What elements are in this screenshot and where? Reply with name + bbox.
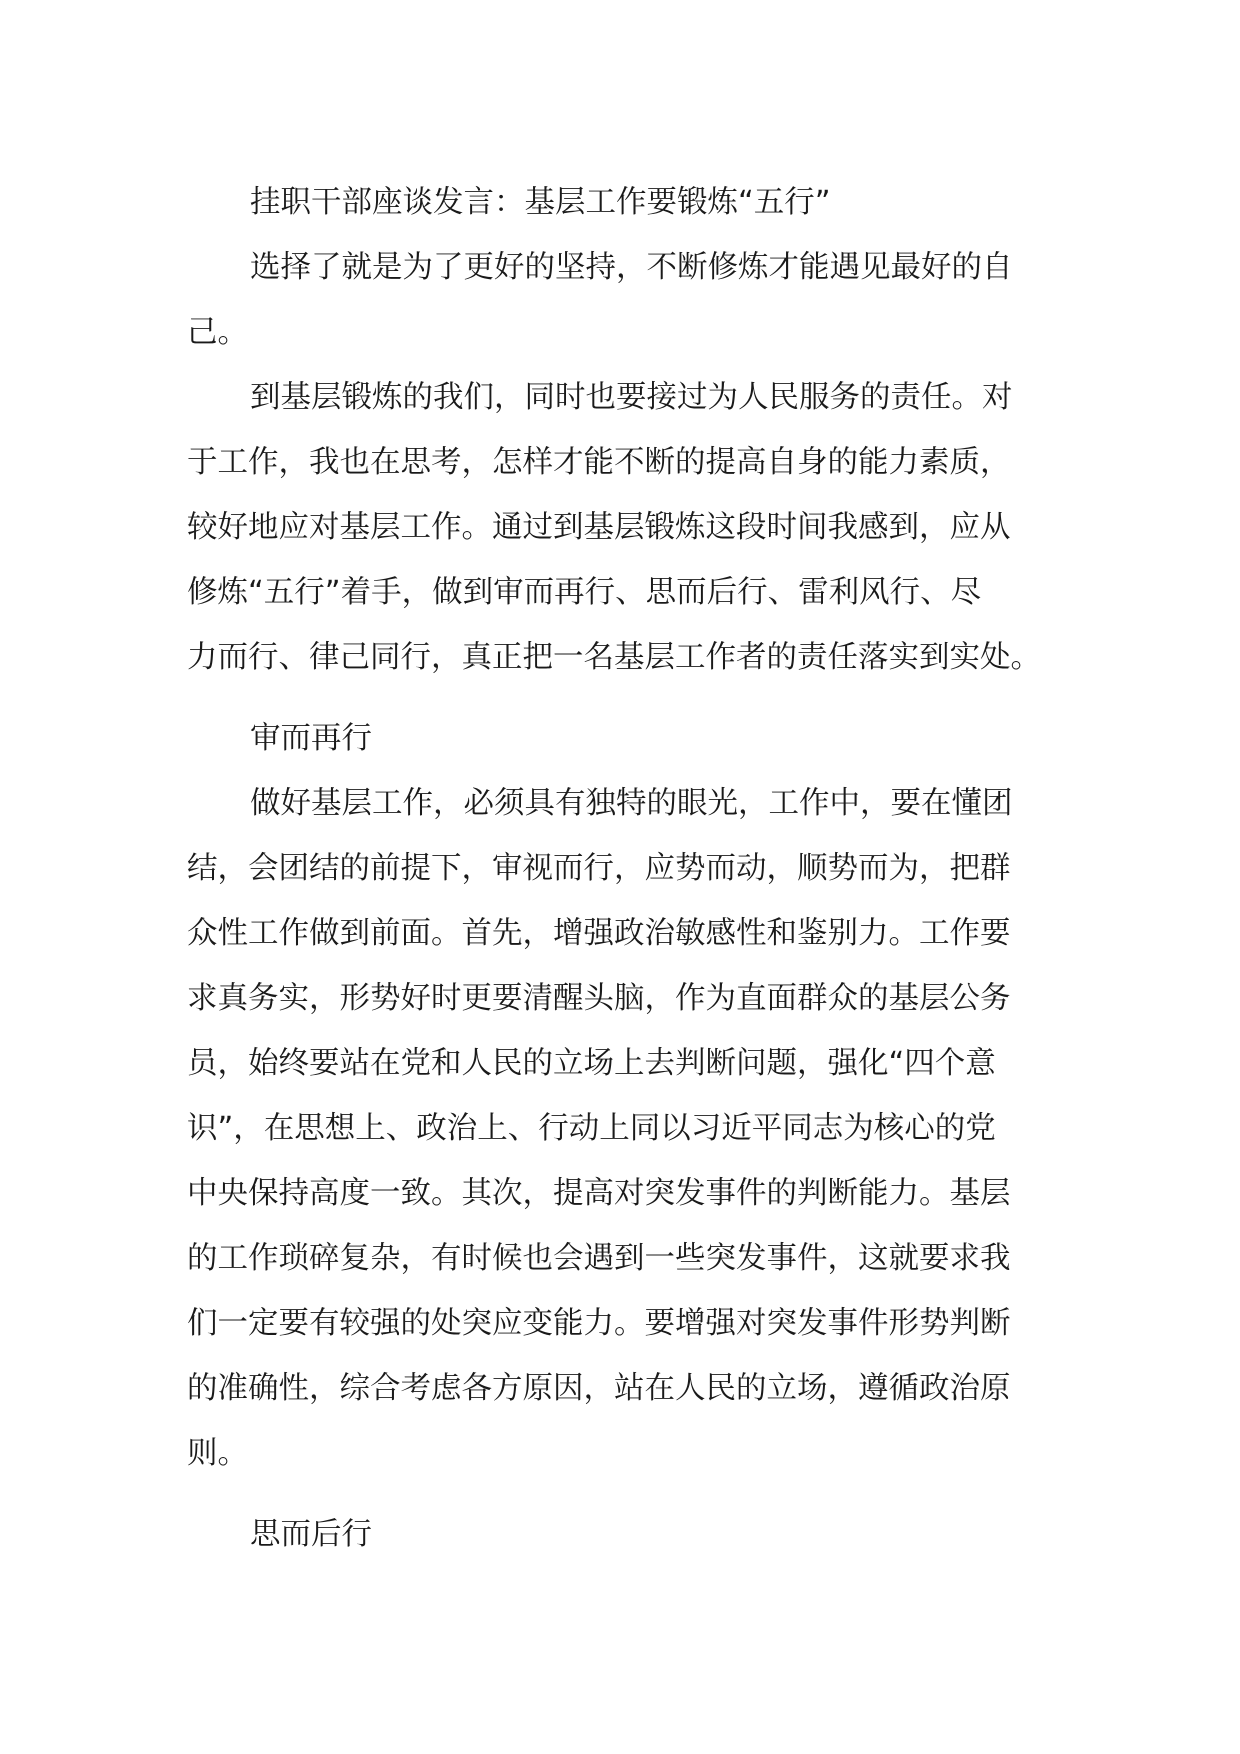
paragraph-line: 的工作琐碎复杂，有时候也会遇到一些突发事件，这就要求我 <box>187 1241 1011 1276</box>
paragraph-intro <box>187 235 1057 365</box>
paragraph-line: 到基层锻炼的我们，同时也要接过为人民服务的责任。对 <box>250 380 1013 415</box>
section-heading: 思而后行 <box>250 1517 372 1552</box>
paragraph-section1 <box>187 771 1057 1486</box>
section-heading: 审而再行 <box>250 721 372 756</box>
paragraph-line: 结，会团结的前提下，审视而行，应势而动，顺势而为，把群 <box>187 851 1011 886</box>
paragraph-line: 选择了就是为了更好的坚持，不断修炼才能遇见最好的自 <box>250 250 1013 285</box>
paragraph-line: 做好基层工作，必须具有独特的眼光，工作中，要在懂团 <box>250 786 1013 821</box>
paragraph-line: 中央保持高度一致。其次，提高对突发事件的判断能力。基层 <box>187 1176 1011 1211</box>
paragraph-line: 较好地应对基层工作。通过到基层锻炼这段时间我感到，应从 <box>187 510 1011 545</box>
paragraph-line: 的准确性，综合考虑各方原因，站在人民的立场，遵循政治原 <box>187 1371 1011 1406</box>
document-title: 挂职干部座谈发言：基层工作要锻炼“五行” <box>250 185 831 220</box>
paragraph-line: 力而行、律己同行，真正把一名基层工作者的责任落实到实处。 <box>187 640 1041 675</box>
paragraph-line: 识”，在思想上、政治上、行动上同以习近平同志为核心的党 <box>187 1111 996 1146</box>
paragraph-line: 们一定要有较强的处突应变能力。要增强对突发事件形势判断 <box>187 1306 1011 1341</box>
paragraph-line: 众性工作做到前面。首先，增强政治敏感性和鉴别力。工作要 <box>187 916 1011 951</box>
paragraph-line: 求真务实，形势好时更要清醒头脑，作为直面群众的基层公务 <box>187 981 1011 1016</box>
paragraph-overview <box>187 365 1057 690</box>
paragraph-line: 则。 <box>187 1436 248 1471</box>
document-body <box>187 170 1057 1567</box>
paragraph-line: 于工作，我也在思考，怎样才能不断的提高自身的能力素质， <box>187 445 1011 480</box>
paragraph-line: 己。 <box>187 315 248 350</box>
paragraph-line: 员，始终要站在党和人民的立场上去判断问题，强化“四个意 <box>187 1046 996 1081</box>
paragraph-line: 修炼“五行”着手，做到审而再行、思而后行、雷利风行、尽 <box>187 575 982 610</box>
